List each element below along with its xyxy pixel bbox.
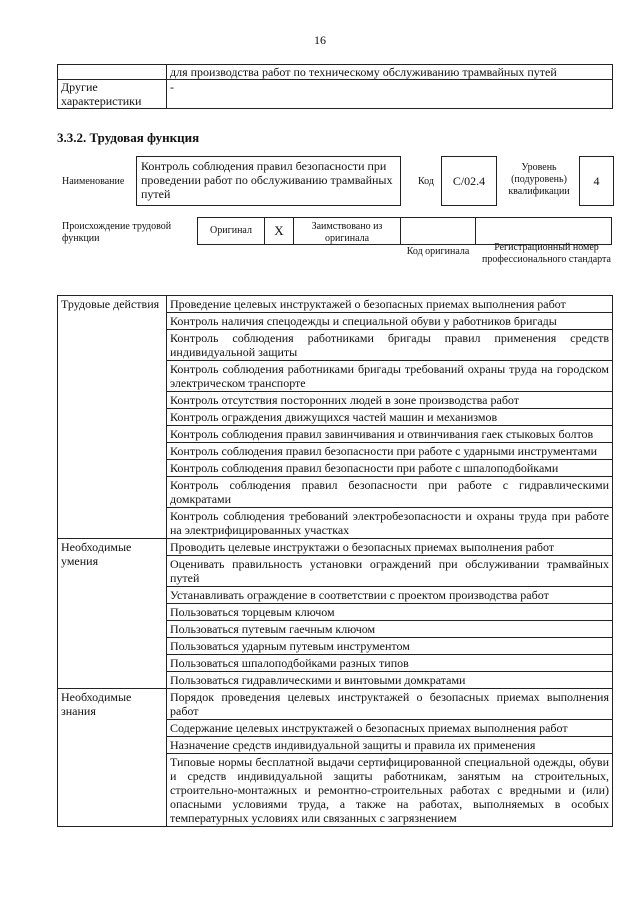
function-name: Контроль соблюдения правил безопасности при проведении работ по обслуживанию трамвайных путей: [136, 156, 401, 206]
table-row: [58, 65, 613, 80]
origin-label: Происхождение трудовой функции: [62, 221, 172, 244]
required-knowledge-item: Содержание целевых инструктажей о безопасных приемах выполнения работ: [167, 720, 613, 737]
origin-row: [197, 217, 612, 245]
code-label: Код: [418, 176, 434, 187]
labor-actions-item: Контроль наличия спецодежды и специальной обуви у работников бригады: [167, 313, 613, 330]
required-skills-item: Оценивать правильность установки ограждений при обслуживании трамвайных путей: [167, 556, 613, 587]
required-knowledge-item: Порядок проведения целевых инструктажей о безопасных приемах выполнения работ: [167, 689, 613, 720]
original-code-caption: Код оригинала: [406, 246, 470, 257]
other-characteristics-label: Другие характеристики: [58, 80, 167, 109]
required-knowledge-item: Типовые нормы бесплатной выдачи сертифицированной специальной одежды, обуви и средств индивидуальной защиты работникам, занятым на строительных, строительно-монтажных и ремонтно-строительных работах с вредными и (или) опасными условиями труда, а также на работах, выполняемых в особых температурных условиях или связанных с загрязнением: [167, 754, 613, 827]
required-skills-label: Необходимые умения: [58, 539, 167, 689]
qualification-level-label: Уровень (подуровень) квалификации: [508, 162, 570, 197]
name-label: Наименование: [62, 176, 125, 187]
required-skills-item: Пользоваться путевым гаечным ключом: [167, 621, 613, 638]
labor-actions-item: Контроль соблюдения правил безопасности при работе с шпалоподбойками: [167, 460, 613, 477]
table-row: [58, 689, 613, 720]
original-label: Оригинал: [197, 217, 265, 245]
borrowed-label: Заимствовано из оригинала: [293, 217, 401, 245]
labor-actions-label: Трудовые действия: [58, 296, 167, 539]
labor-actions-item: Контроль отсутствия посторонних людей в зоне производства работ: [167, 392, 613, 409]
required-skills-item: Пользоваться шпалоподбойками разных типов: [167, 655, 613, 672]
required-knowledge-label: Необходимые знания: [58, 689, 167, 827]
labor-actions-item: Контроль соблюдения работниками бригады требований охраны труда на городском электрическом транспорте: [167, 361, 613, 392]
required-skills-item: Устанавливать ограждение в соответствии с проектом производства работ: [167, 587, 613, 604]
table-row: [58, 80, 613, 109]
labor-actions-item: Проведение целевых инструктажей о безопасных приемах выполнения работ: [167, 296, 613, 313]
original-code-cell: [400, 217, 476, 245]
table-row: [58, 539, 613, 556]
table-body: [58, 296, 613, 827]
characteristics-table: [57, 64, 613, 109]
labor-actions-item: Контроль соблюдения правил завинчивания и отвинчивания гаек стыковых болтов: [167, 426, 613, 443]
labor-actions-item: Контроль соблюдения правил безопасности при работе с гидравлическими домкратами: [167, 477, 613, 508]
registration-number-caption: Регистрационный номер профессионального стандарта: [482, 242, 611, 265]
required-skills-item: Пользоваться торцевым ключом: [167, 604, 613, 621]
continuation-text: для производства работ по техническому обслуживанию трамвайных путей: [167, 65, 613, 80]
labor-actions-item: Контроль соблюдения работниками бригады правил применения средств индивидуальной защиты: [167, 330, 613, 361]
page-number: 16: [314, 33, 326, 47]
required-skills-item: Проводить целевые инструктажи о безопасных приемах выполнения работ: [167, 539, 613, 556]
section-title: 3.3.2. Трудовая функция: [57, 130, 200, 145]
original-mark: X: [264, 217, 294, 245]
labor-actions-item: Контроль соблюдения правил безопасности при работе с ударными инструментами: [167, 443, 613, 460]
labor-function-table: [57, 295, 613, 827]
other-characteristics-value: -: [167, 80, 613, 109]
labor-actions-item: Контроль ограждения движущихся частей машин и механизмов: [167, 409, 613, 426]
empty-cell: [58, 65, 167, 80]
function-code: C/02.4: [441, 156, 497, 206]
required-knowledge-item: Назначение средств индивидуальной защиты и правила их применения: [167, 737, 613, 754]
registration-number-cell: [475, 217, 612, 245]
qualification-level: 4: [579, 156, 614, 206]
table-row: [58, 296, 613, 313]
required-skills-item: Пользоваться ударным путевым инструментом: [167, 638, 613, 655]
required-skills-item: Пользоваться гидравлическими и винтовыми домкратами: [167, 672, 613, 689]
labor-actions-item: Контроль соблюдения требований электробезопасности и охраны труда при работе на электрифицированных участках: [167, 508, 613, 539]
